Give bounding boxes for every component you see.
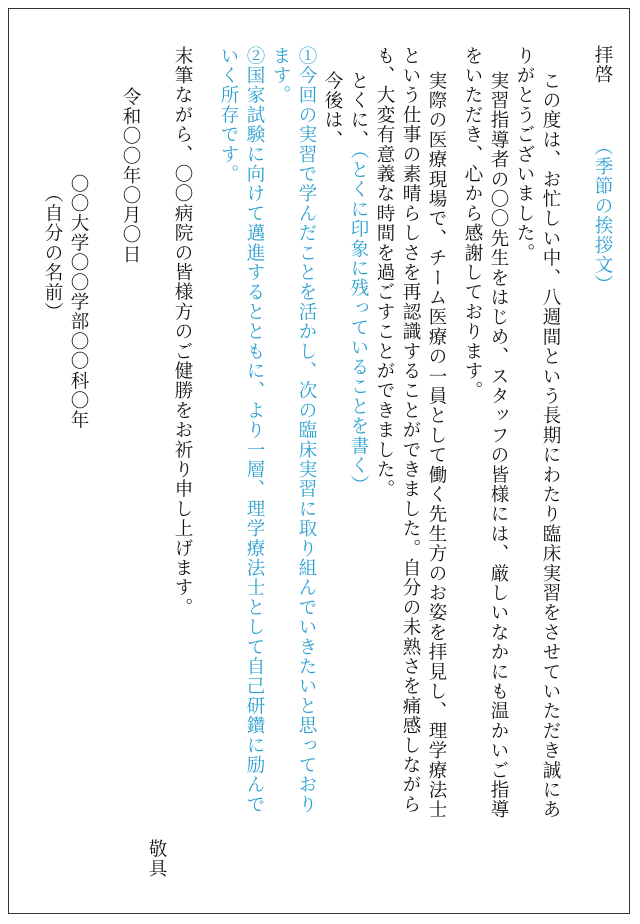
letter-page bbox=[8, 8, 630, 914]
body-line: 実際の医療現場で、チーム医療の一員として働く先生方のお姿を拝見し、理学療法士 bbox=[426, 71, 447, 820]
body-line: をいただき、心から感謝しております。 bbox=[462, 46, 483, 401]
future-goal-1: ①今回の実習で学んだことを活かし、次の臨床実習に取り組んでいきたいと思っており bbox=[296, 46, 317, 815]
opening-word: 拝啓 bbox=[592, 45, 613, 85]
future-goal-1-cont: ます。 bbox=[270, 46, 291, 106]
body-line: りがとうございました。 bbox=[514, 46, 535, 263]
sender-affiliation: 〇〇大学〇〇学部〇〇科〇年 bbox=[68, 174, 89, 431]
impression-prefix: とくに、 bbox=[348, 71, 369, 150]
body-line: という仕事の素晴らしさを再認識することができました。自分の未熟さを痛感しながら bbox=[400, 46, 421, 815]
impression-placeholder: （とくに印象に残っていることを書く） bbox=[348, 149, 369, 496]
body-line: も、大変有意義な時間を過ごすことができました。 bbox=[374, 46, 395, 500]
seasonal-greeting-placeholder: （季節の挨拶文） bbox=[592, 137, 613, 295]
body-line: この度は、お忙しい中、八週間という長期にわたり臨床実習をさせていただき誠にあ bbox=[540, 71, 561, 820]
letter-date: 令和〇〇年〇月〇日 bbox=[120, 87, 141, 265]
body-line: 実習指導者の〇〇先生をはじめ、スタッフの皆様には、厳しいなかにも温かいご指導 bbox=[488, 71, 509, 820]
closing-sentence: 末筆ながら、〇〇病院の皆様方のご健勝をお祈り申し上げます。 bbox=[172, 46, 193, 618]
sender-name: （自分の名前） bbox=[42, 184, 63, 322]
closing-word: 敬具 bbox=[146, 839, 167, 879]
body-line-impression bbox=[345, 71, 371, 495]
future-goal-2: ②国家試験に向けて邁進するとともに、より一層、理学療法士として自己研鑽に励んで bbox=[244, 46, 265, 815]
future-intro: 今後は、 bbox=[322, 71, 343, 150]
future-goal-2-cont: いく所存です。 bbox=[218, 46, 239, 184]
